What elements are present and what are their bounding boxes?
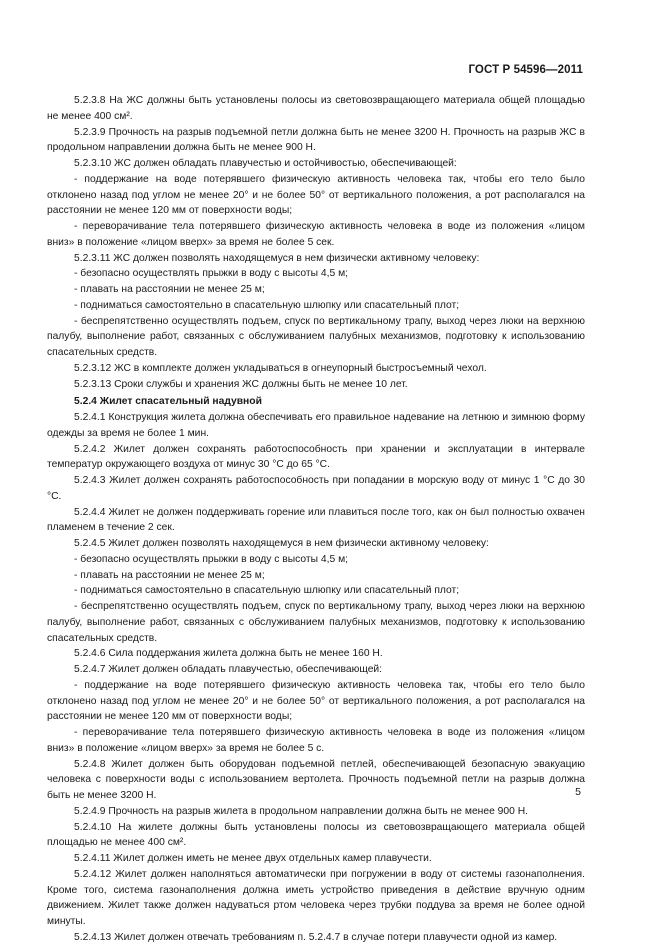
paragraph-5-2-4-6: 5.2.4.6 Сила поддержания жилета должна быть не менее 160 Н. xyxy=(74,648,383,660)
paragraph-5-2-4-2: 5.2.4.2 Жилет должен сохранять работоспособность при хранении и эксплуатации в интервале температур окружающего воздуха от минус 30 °С до 65 °С. xyxy=(47,443,585,471)
paragraph-5-2-4-9: 5.2.4.9 Прочность на разрыв жилета в продольном направлении должна быть не менее 900 Н. xyxy=(74,805,529,817)
paragraph-5-2-4-8: 5.2.4.8 Жилет должен быть оборудован подъемной петлей, обеспечивающей безопасную эвакуацию человека с поверхности воды с использованием вертолета. Прочность подъемной петли на разрыв должна быть не менее 3200 Н. xyxy=(47,758,585,801)
list-item: - беспрепятственно осуществлять подъем, спуск по вертикальному трапу, выход через люки на верхнюю палубу, выполнение работ, связанных с обслуживанием палубных механизмов, подготовку к использованию спасательных средств. xyxy=(47,601,585,644)
paragraph-5-2-4-1: 5.2.4.1 Конструкция жилета должна обеспечивать его правильное надевание на летнюю и зимнюю форму одежды за время не более 1 мин. xyxy=(47,412,585,439)
paragraph-5-2-4-13: 5.2.4.13 Жилет должен отвечать требованиям п. 5.2.4.7 в случае потери плавучести одной из камер. xyxy=(74,931,558,943)
paragraph-5-2-4-7: 5.2.4.7 Жилет должен обладать плавучестью, обеспечивающей: xyxy=(74,664,383,675)
document-code: ГОСТ Р 54596—2011 xyxy=(468,64,583,76)
list-item: - подниматься самостоятельно в спасательную шлюпку или спасательный плот; xyxy=(74,299,460,311)
list-item: - поддержание на воде потерявшего физическую активность человека так, чтобы его тело было отклонено назад под углом не менее 20° и не более 50° от вертикального положения, а рот располагался на расстоянии не менее 120 мм от поверхности воды; xyxy=(47,173,585,217)
page-number: 5 xyxy=(575,786,581,798)
paragraph-5-2-4-5: 5.2.4.5 Жилет должен позволять находящемуся в нем физически активному человеку: xyxy=(74,538,489,549)
list-item: - плавать на расстоянии не менее 25 м; xyxy=(74,569,265,581)
paragraph-5-2-4-12: 5.2.4.12 Жилет должен наполняться автоматически при погружении в воду от системы газонаполнения. Кроме того, система газонаполнения должна иметь устройство приведения в действие вручную одним движением. Жилет также должен надуваться ртом человека через трубки поддува за время не более одной минуты. xyxy=(47,868,585,927)
list-item: - безопасно осуществлять прыжки в воду с высоты 4,5 м; xyxy=(74,553,349,565)
list-item: - безопасно осуществлять прыжки в воду с высоты 4,5 м; xyxy=(74,268,349,280)
paragraph-5-2-4-11: 5.2.4.11 Жилет должен иметь не менее двух отдельных камер плавучести. xyxy=(74,853,432,864)
paragraph-5-2-3-12: 5.2.3.12 ЖС в комплекте должен укладываться в огнеупорный быстросъемный чехол. xyxy=(74,362,487,374)
list-item: - поддержание на воде потерявшего физическую активность человека так, чтобы его тело было отклонено назад под углом не менее 20° и не более 50° от вертикального положения, а рот располагался на расстоянии не менее 120 мм от поверхности воды; xyxy=(47,679,585,723)
paragraph-5-2-3-13: 5.2.3.13 Сроки службы и хранения ЖС должны быть не менее 10 лет. xyxy=(74,378,408,390)
paragraph-5-2-3-11: 5.2.3.11 ЖС должен позволять находящемуся в нем физически активному человеку: xyxy=(74,252,480,264)
list-item: - переворачивание тела потерявшего физическую активность человека в воде из положения «лицом вниз» в положение «лицом вверх» за время не более 5 с. xyxy=(47,727,585,754)
document-body xyxy=(47,93,585,946)
paragraph-5-2-4-10: 5.2.4.10 На жилете должны быть установлены полосы из световозвращающего материала общей площадью не менее 400 см². xyxy=(47,821,585,849)
paragraph-5-2-3-10: 5.2.3.10 ЖС должен обладать плавучестью и остойчивостью, обеспечивающей: xyxy=(74,158,457,169)
paragraph-5-2-3-9: 5.2.3.9 Прочность на разрыв подъемной петли должна быть не менее 3200 Н. Прочность на разрыв ЖС в продольном направлении должна быть не менее 900 Н. xyxy=(47,126,585,154)
list-item: - переворачивание тела потерявшего физическую активность человека в воде из положения «лицом вниз» в положение «лицом вверх» за время не более 5 сек. xyxy=(47,221,585,248)
list-item: - плавать на расстоянии не менее 25 м; xyxy=(74,284,265,295)
list-item: - беспрепятственно осуществлять подъем, спуск по вертикальному трапу, выход через люки на верхнюю палубу, выполнение работ, связанных с обслуживанием палубных механизмов, подготовку к использованию спасательных средств. xyxy=(47,315,585,358)
section-heading-5-2-4: 5.2.4 Жилет спасательный надувной xyxy=(74,396,262,408)
paragraph-5-2-4-3: 5.2.4.3 Жилет должен сохранять работоспособность при попадании в морскую воду от минус 1 °С до 30 °С. xyxy=(47,475,585,502)
paragraph-5-2-3-8: 5.2.3.8 На ЖС должны быть установлены полосы из световозвращающего материала общей площадью не менее 400 см². xyxy=(47,95,585,122)
paragraph-5-2-4-4: 5.2.4.4 Жилет не должен поддерживать горение или плавиться после того, как он был полностью охвачен пламенем в течение 2 сек. xyxy=(47,506,585,534)
list-item: - подниматься самостоятельно в спасательную шлюпку или спасательный плот; xyxy=(74,585,460,597)
